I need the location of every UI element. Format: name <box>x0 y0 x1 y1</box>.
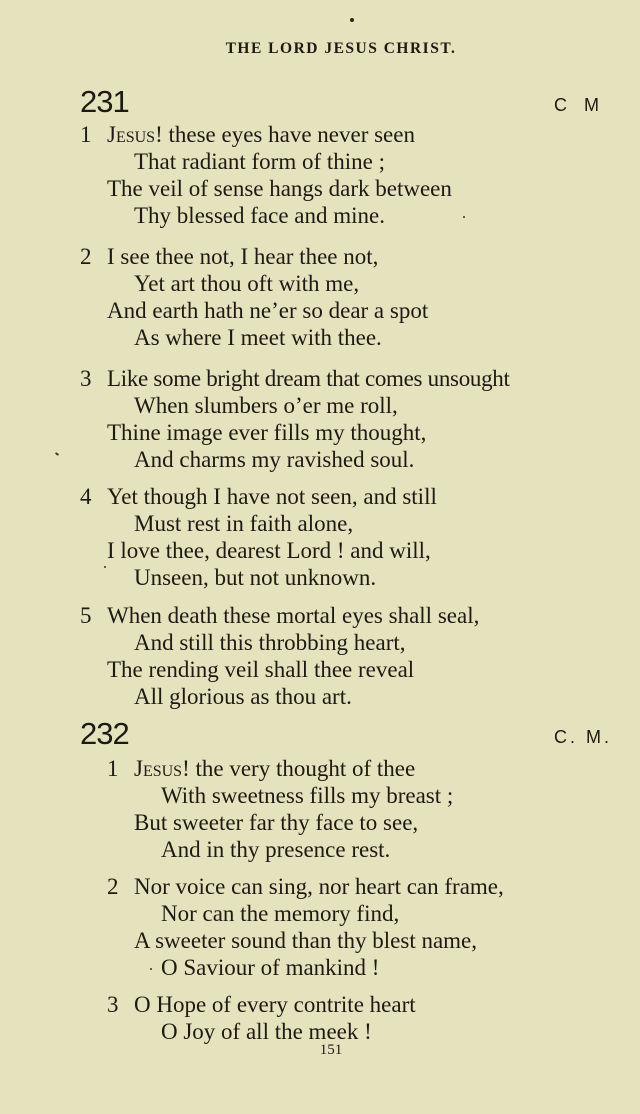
hymn-line: And charms my ravished soul. <box>134 447 415 472</box>
ink-speck <box>55 452 59 456</box>
hymn-line: Thy blessed face and mine. <box>134 203 385 228</box>
hymn-line: Like some bright dream that comes unsought <box>107 366 510 391</box>
hymn-number: 231 <box>80 84 129 119</box>
hymn-line: Must rest in faith alone, <box>134 511 354 536</box>
hymn-number: 232 <box>80 716 129 751</box>
printing-dot <box>350 18 354 22</box>
hymn-line: As where I meet with thee. <box>134 325 382 350</box>
verse-number: 4 <box>80 484 92 509</box>
hymn-line: When death these mortal eyes shall seal, <box>107 603 480 628</box>
verse-number: 1 <box>80 122 92 147</box>
ink-speck <box>150 968 152 970</box>
verse-number: 5 <box>80 603 92 628</box>
hymn-line: But sweeter far thy face to see, <box>134 810 419 835</box>
first-word: Jesus <box>134 756 183 781</box>
ink-speck <box>463 216 465 218</box>
hymn-line: The veil of sense hangs dark between <box>107 176 452 201</box>
hymn-line: All glorious as thou art. <box>134 684 352 709</box>
hymn-line: I love thee, dearest Lord ! and will, <box>107 538 431 563</box>
hymn-line: And in thy presence rest. <box>161 837 391 862</box>
hymn-line: And earth hath ne’er so dear a spot <box>107 298 429 323</box>
page-number: 151 <box>319 1042 343 1058</box>
hymn-meter: C. M. <box>554 727 612 747</box>
hymn-line <box>107 123 415 146</box>
line-rest: ! these eyes have never seen <box>155 122 415 147</box>
hymn-line: Thine image ever fills my thought, <box>107 420 427 445</box>
verse-number: 2 <box>80 244 92 269</box>
hymn-line: O Saviour of mankind ! <box>161 955 380 980</box>
hymn-line: With sweetness fills my breast ; <box>161 783 454 808</box>
ink-speck <box>104 566 106 568</box>
hymn-line: O Joy of all the meek ! <box>161 1019 372 1044</box>
first-word: Jesus <box>107 122 156 147</box>
hymn-line: Nor voice can sing, nor heart can frame, <box>134 874 504 899</box>
verse-number: 1 <box>107 756 119 781</box>
running-head: THE LORD JESUS CHRIST. <box>225 40 457 57</box>
hymn-line: Nor can the memory find, <box>161 901 400 926</box>
hymn-line: I see thee not, I hear thee not, <box>107 244 379 269</box>
hymn-line: The rending veil shall thee reveal <box>107 657 415 682</box>
line-rest: ! the very thought of thee <box>182 756 416 781</box>
hymn-line: And still this throbbing heart, <box>134 630 406 655</box>
hymn-line: Yet art thou oft with me, <box>134 271 360 296</box>
hymn-line: A sweeter sound than thy blest name, <box>134 928 478 953</box>
hymn-line: When slumbers o’er me roll, <box>134 393 398 418</box>
hymn-line: O Hope of every contrite heart <box>134 992 416 1017</box>
hymn-line <box>134 757 415 780</box>
verse-number: 3 <box>80 366 92 391</box>
hymn-line: That radiant form of thine ; <box>134 149 386 174</box>
hymn-meter: C M <box>554 95 605 115</box>
verse-number: 3 <box>107 992 119 1017</box>
verse-number: 2 <box>107 874 119 899</box>
hymn-line: Yet though I have not seen, and still <box>107 484 437 509</box>
hymn-line: Unseen, but not unknown. <box>134 565 377 590</box>
